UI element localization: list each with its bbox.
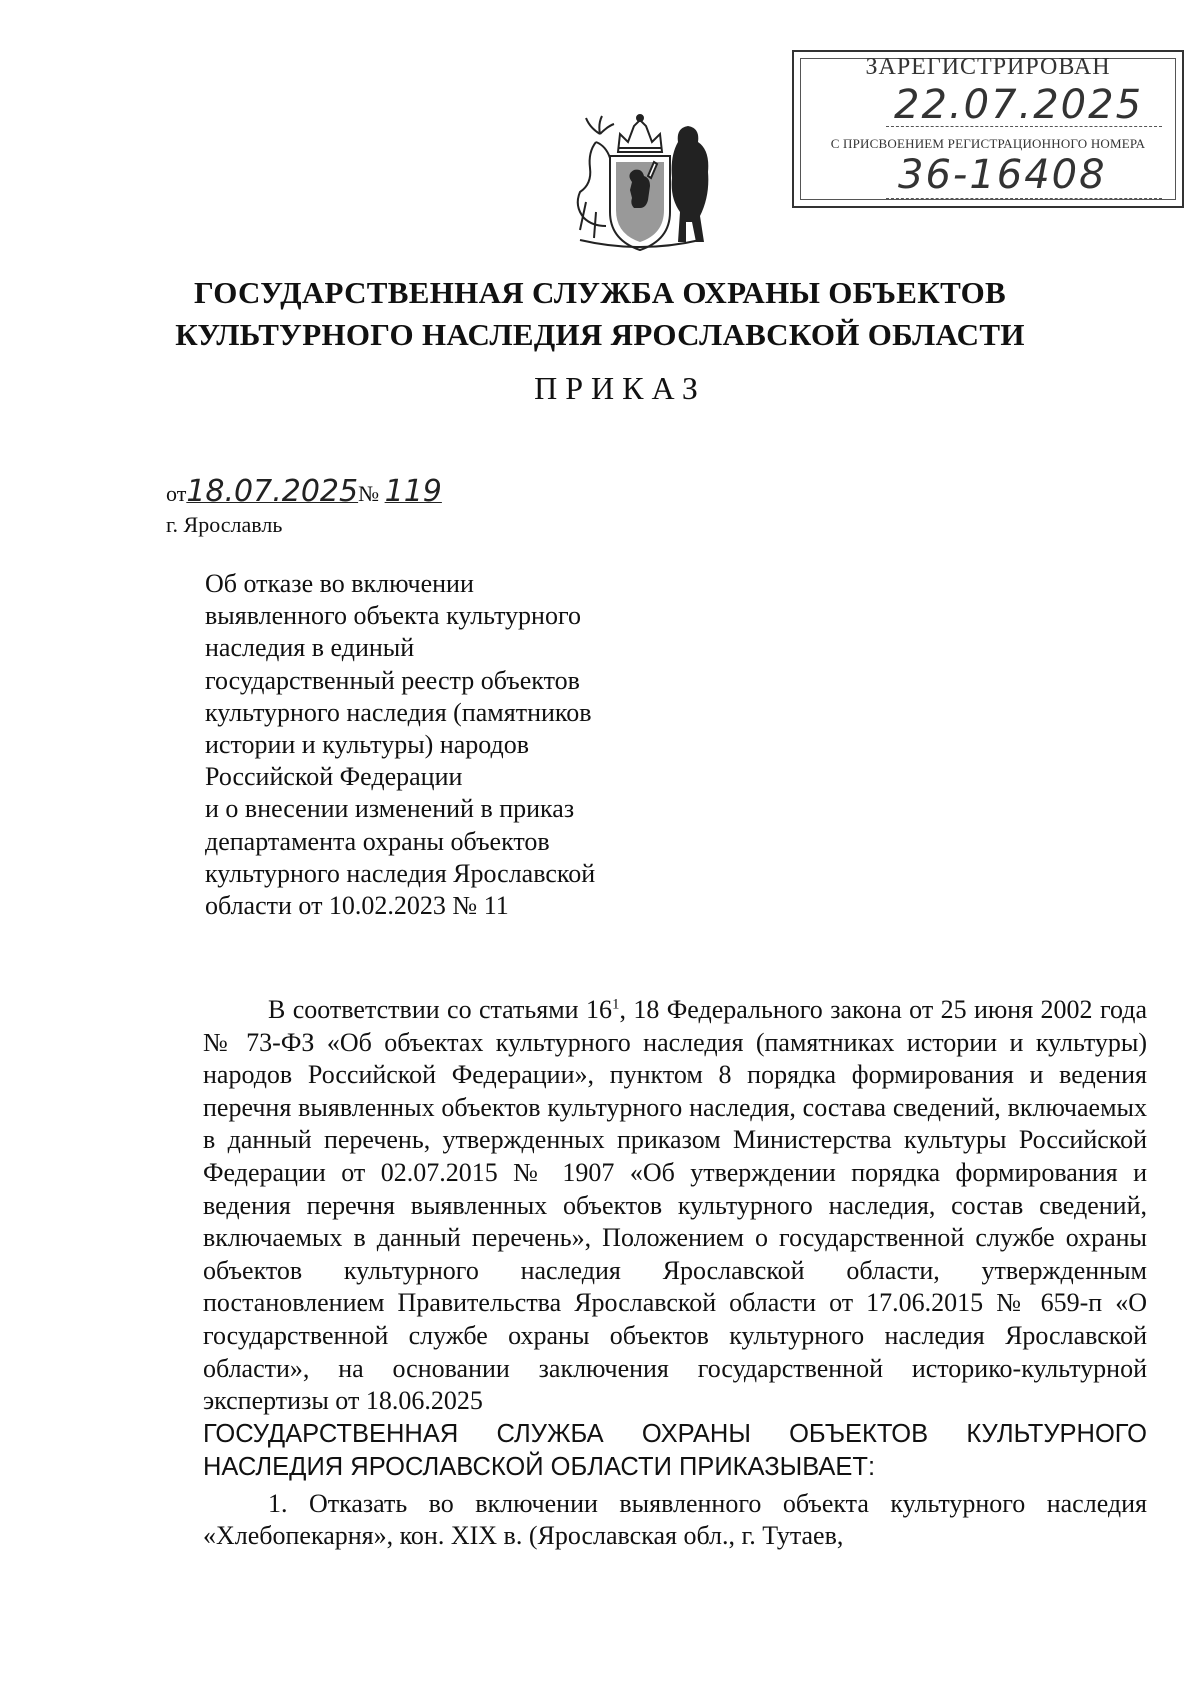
order-body — [203, 994, 1147, 1553]
order-number: 119 — [384, 474, 442, 509]
stamp-subtitle: С ПРИСВОЕНИЕМ РЕГИСТРАЦИОННОГО НОМЕРА — [830, 136, 1146, 151]
subject-line: выявленного объекта культурного — [205, 601, 581, 631]
subject-line: культурного наследия Ярославской — [205, 858, 596, 888]
stamp-number-line — [886, 198, 1162, 199]
order-details — [166, 474, 442, 509]
subject-line: Об отказе во включении — [205, 569, 474, 598]
subject-line: культурного наследия (памятников — [205, 697, 592, 727]
stamp-date-line — [886, 126, 1162, 127]
agency-name — [120, 272, 1080, 356]
subject-line: департамента охраны объектов — [205, 826, 550, 856]
preamble-start: В соответствии со статьями 16 — [268, 995, 612, 1024]
order-item-1: 1. Отказать во включении выявленного объекта культурного наследия «Хлебопекарня», кон. XIX в. (Ярославская обл., г. Тутаев, — [203, 1488, 1147, 1551]
agency-name-line-1: ГОСУДАРСТВЕННАЯ СЛУЖБА ОХРАНЫ ОБЪЕКТОВ — [193, 275, 1007, 310]
subject-line: Российской Федерации — [205, 762, 463, 792]
decree-heading: ГОСУДАРСТВЕННАЯ СЛУЖБА ОХРАНЫ ОБЪЕКТОВ КУЛЬТУРНОГО НАСЛЕДИЯ ЯРОСЛАВСКОЙ ОБЛАСТИ ПРИКАЗЫВАЕТ: — [203, 1419, 1147, 1481]
subject-line: истории и культуры) народов — [205, 730, 530, 760]
article-superscript: 1 — [611, 996, 620, 1013]
order-subject — [205, 568, 645, 922]
stamp-title: ЗАРЕГИСТРИРОВАН — [865, 54, 1111, 80]
order-city: г. Ярославль — [166, 512, 283, 537]
registration-stamp — [792, 50, 1184, 208]
coat-of-arms-icon — [560, 112, 720, 254]
stamp-registration-number: 36-16408 — [898, 152, 1107, 198]
order-number-label: № — [358, 481, 380, 506]
agency-name-line-2: КУЛЬТУРНОГО НАСЛЕДИЯ ЯРОСЛАВСКОЙ ОБЛАСТИ — [175, 317, 1025, 352]
preamble-rest: , 18 Федерального закона от 25 июня 2002 года № 73-ФЗ «Об объектах культурного наследия (памятниках истории и культуры) народов Российской Федерации», пунктом 8 порядка формирования и ведения перечня выявленных объектов культурного наследия, состава сведений, включаемых в данный перечень, утвержденных приказом Министерства культуры Российской Федерации от 02.07.2015 № 1907 «Об утверждении порядка формирования и ведения перечня выявленных объектов культурного наследия, состав сведений, включаемых в данный перечень», Положением о государственной службе охраны объектов культурного наследия Ярославской области, утвержденным постановлением Правительства Ярославской области от 17.06.2015 № 659-п «О государственной службе охраны объектов культурного наследия Ярославской области», на основании заключения государственной историко-культурной экспертизы от 18.06.2025 — [203, 995, 1147, 1416]
order-date: 18.07.2025 — [186, 474, 359, 509]
document-type: ПРИКАЗ — [534, 370, 706, 406]
subject-line: области от 10.02.2023 № 11 — [205, 891, 509, 921]
subject-line: государственный реестр объектов — [205, 665, 580, 695]
stamp-date: 22.07.2025 — [894, 82, 1144, 128]
subject-line: наследия в единый — [205, 633, 415, 663]
order-from-label: от — [166, 481, 187, 506]
preamble-paragraph — [203, 994, 1147, 1418]
subject-line: и о внесении изменений в приказ — [205, 794, 575, 824]
